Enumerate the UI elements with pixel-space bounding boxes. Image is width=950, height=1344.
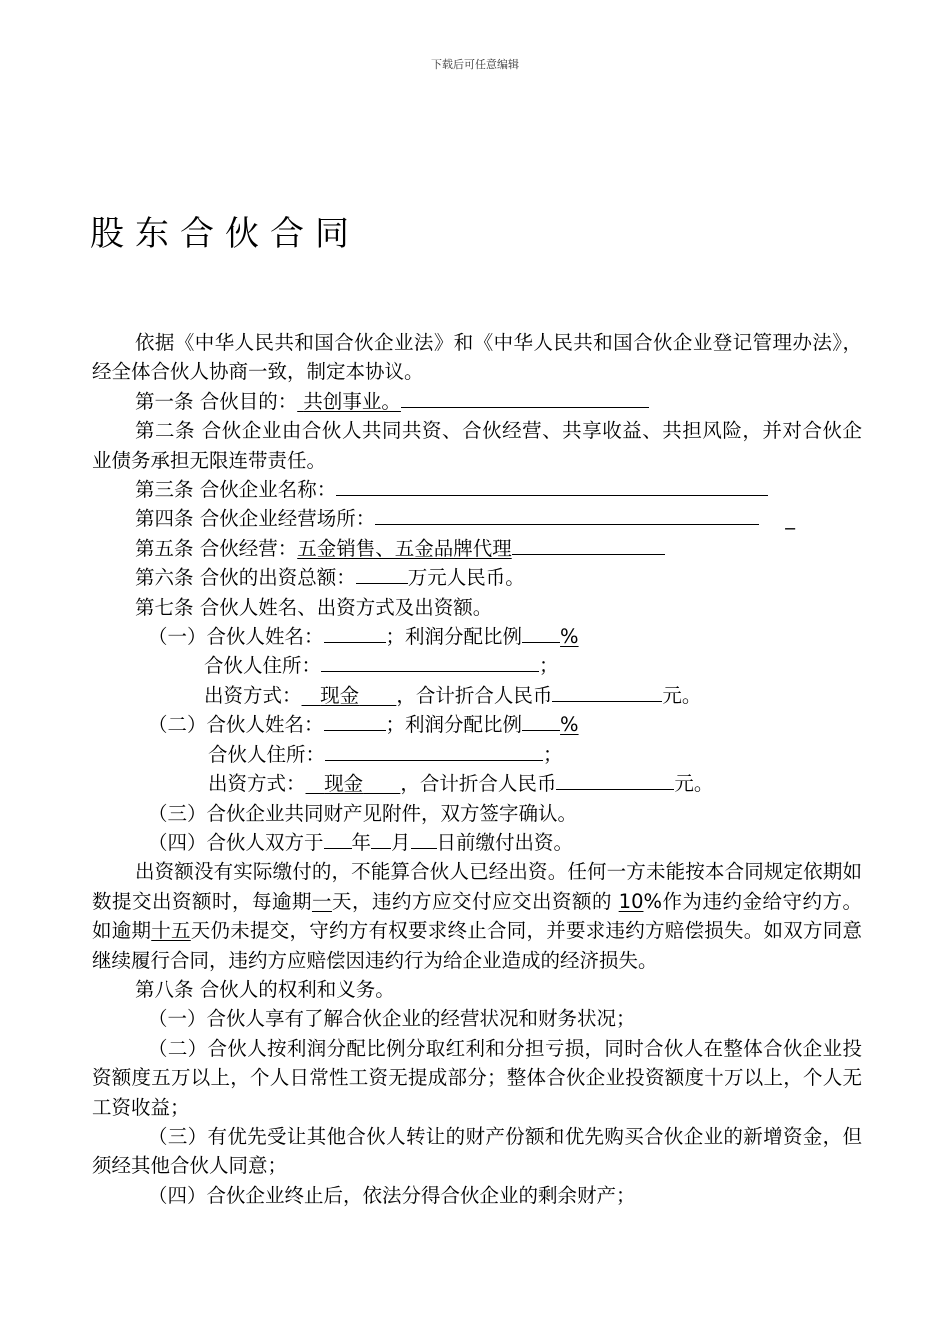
article-5-label: 第五条 合伙经营：: [135, 536, 298, 560]
partner-2-total-label: ，合计折合人民币: [400, 772, 557, 796]
article-3-label: 第三条 合伙企业名称：: [135, 478, 337, 502]
partner-2-index: （二）: [148, 713, 207, 737]
year-blank: [324, 829, 352, 849]
preamble: 依据《中华人民共和国合伙企业法》和《中华人民共和国合伙企业登记管理办法》，经全体合伙人协商一致，制定本协议。: [92, 331, 862, 384]
article-4-tail: _: [785, 507, 795, 531]
article-5-value: 五金销售、五金品牌代理: [297, 536, 512, 560]
partnership-name-blank: [336, 476, 768, 496]
partner-2-address-row: 合伙人住所： ；: [208, 742, 563, 766]
article-3: [92, 475, 862, 504]
business-premises-blank: [375, 505, 759, 525]
partner-1-amount-blank: [552, 682, 662, 702]
article-6-label: 第六条 合伙的出资总额：: [135, 566, 356, 590]
article-6-suffix: 万元人民币。: [407, 566, 525, 590]
partner-1-ratio-label: ；利润分配比例: [385, 625, 523, 649]
partner-1-address-blank: [321, 652, 539, 672]
header-note: 下载后可任意编辑: [431, 58, 519, 71]
month-blank: [371, 829, 391, 849]
article-6: [92, 563, 862, 592]
partner-1-address-row: 合伙人住所： ；: [204, 654, 559, 678]
contract-body: [92, 328, 862, 1210]
partner-2-method-row: 出资方式： 现金 ，合计折合人民币 元。: [208, 772, 714, 796]
article-8: 第八条 合伙人的权利和义务。: [135, 977, 395, 1001]
partner-2-name-blank: [324, 711, 386, 731]
document-title: 股东合伙合同: [90, 214, 360, 254]
partner-1-total-label: ，合计折合人民币: [396, 683, 553, 707]
partner-1-ratio-blank: [522, 623, 560, 643]
partner-2-amount-blank: [556, 770, 674, 790]
article-7-item-3: （三）合伙企业共同财产见附件，双方签字确认。: [148, 801, 578, 825]
article-5-blank: [512, 535, 665, 555]
partner-1-method-value: 现金: [320, 683, 360, 707]
article-5: [92, 534, 862, 563]
day-blank: [411, 829, 437, 849]
partner-2-address-blank: [325, 741, 543, 761]
partner-1-name-blank: [324, 623, 386, 643]
article-1-value: 共创事业。: [303, 389, 401, 413]
partner-2-address-label: 合伙人住所：: [208, 742, 326, 766]
article-8-item-3: （三）有优先受让其他合伙人转让的财产份额和优先购买合伙企业的新增资金，但须经其他合伙人同意；: [92, 1124, 862, 1178]
penalty-days: 一: [311, 889, 332, 913]
article-7-item-4: （四）合伙人双方于 年 月 日前缴付出资。: [148, 830, 574, 854]
termination-days: 十五: [151, 919, 191, 943]
partner-2-name-label: 合伙人姓名：: [206, 713, 324, 737]
article-8-item-1: （一）合伙人享有了解合伙企业的经营状况和财务状况；: [148, 1007, 636, 1031]
partner-1-method-row: 出资方式： 现金 ，合计折合人民币 元。: [204, 683, 702, 707]
partner-2-method-value: 现金: [324, 772, 364, 796]
article-4: [92, 504, 862, 533]
article-8-item-4: （四）合伙企业终止后，依法分得合伙企业的剩余财产；: [148, 1183, 636, 1207]
article-2: 第二条 合伙企业由合伙人共同共资、合伙经营、共享收益、共担风险，并对合伙企业债务承担无限连带责任。: [92, 419, 862, 472]
total-capital-blank: [356, 564, 408, 584]
partner-1-name-row: [92, 622, 862, 651]
partner-2-percent: %: [560, 713, 579, 737]
partner-2-ratio-label: ；利润分配比例: [385, 713, 523, 737]
penalty-paragraph: 出资额没有实际缴付的，不能算合伙人已经出资。任何一方未能按本合同规定依期如数提交出资额时，每逾期一天，违约方应交付应交出资额的 10%作为违约金给守约方。如逾期十五天仍未提交，守约方有权要求终止合同，并要求违约方赔偿损失。如双方同意继续履行合同，违约方应赔偿因违约行为给企业造成的经济损失。: [92, 860, 862, 972]
article-1-blank: [401, 388, 649, 408]
article-8-item-2: （二）合伙人按利润分配比例分取红利和分担亏损，同时合伙人在整体合伙企业投资额度五万以上，个人日常性工资无提成部分；整体合伙企业投资额度十万以上，个人无工资收益；: [92, 1036, 862, 1119]
article-1: [92, 387, 862, 416]
partner-2-name-row: [92, 710, 862, 739]
article-1-label: 第一条 合伙目的：: [135, 389, 298, 413]
partner-1-address-label: 合伙人住所：: [204, 654, 322, 678]
article-4-label: 第四条 合伙企业经营场所：: [135, 507, 376, 531]
partner-1-percent: %: [560, 625, 579, 649]
partner-1-index: （一）: [148, 625, 207, 649]
article-7: 第七条 合伙人姓名、出资方式及出资额。: [135, 595, 493, 619]
penalty-rate: 10: [618, 889, 644, 913]
partner-1-method-label: 出资方式：: [204, 683, 302, 707]
partner-1-name-label: 合伙人姓名：: [206, 625, 324, 649]
partner-2-method-label: 出资方式：: [208, 772, 306, 796]
partner-2-ratio-blank: [522, 711, 560, 731]
